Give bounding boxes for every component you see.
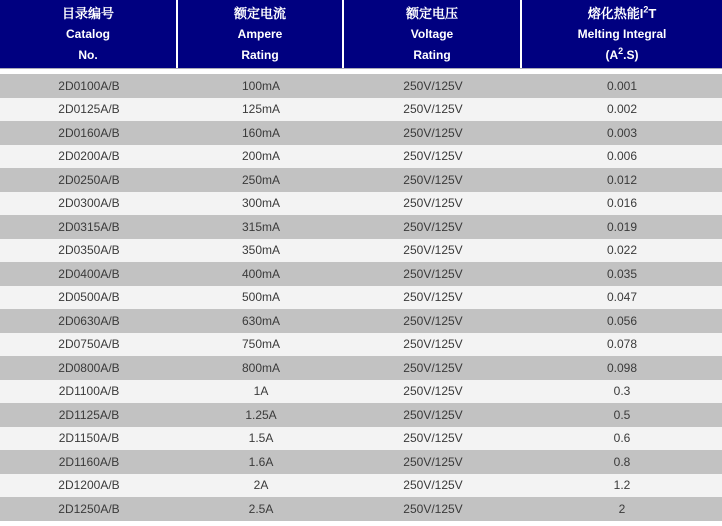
cell-voltage-rating: 250V/125V [403, 337, 463, 352]
cell-catalog-no: 2D1250A/B [58, 501, 120, 516]
cell-ampere-rating: 750mA [241, 337, 281, 352]
header-catalog-no [0, 0, 178, 68]
cell-voltage-rating: 250V/125V [403, 501, 463, 516]
cell-catalog-no: 2D0630A/B [58, 313, 120, 328]
cell-melting-integral: 0.006 [606, 149, 638, 164]
header-voltage-en2: Rating [413, 47, 451, 62]
table-row [0, 450, 722, 474]
cell-voltage-rating: 250V/125V [403, 266, 463, 281]
header-ampere-rating [178, 0, 344, 68]
table-row [0, 192, 722, 216]
cell-voltage-rating: 250V/125V [403, 290, 463, 305]
header-melting-unit: $(A^2.S)$ [605, 45, 639, 62]
cell-melting-integral: 0.022 [606, 243, 638, 258]
cell-catalog-no: 2D0350A/B [58, 243, 120, 258]
cell-catalog-no: 2D1200A/B [58, 478, 120, 493]
header-ampere-en1: Ampere [237, 26, 283, 41]
header-melting-cn: 熔化热能$I^2T$ [587, 4, 657, 21]
header-ampere-cn: 额定电流 [233, 5, 286, 21]
cell-ampere-rating: 1A [253, 384, 269, 399]
cell-melting-integral: 0.5 [613, 407, 631, 422]
cell-catalog-no: 2D0750A/B [58, 337, 120, 352]
cell-catalog-no: 2D1100A/B [58, 384, 120, 399]
cell-ampere-rating: 1.5A [248, 431, 274, 446]
cell-voltage-rating: 250V/125V [403, 102, 463, 117]
cell-voltage-rating: 250V/125V [403, 196, 463, 211]
header-voltage-rating [344, 0, 522, 68]
table-row [0, 262, 722, 286]
cell-ampere-rating: 100mA [241, 78, 281, 93]
cell-ampere-rating: 125mA [241, 102, 281, 117]
table-row [0, 239, 722, 263]
cell-catalog-no: 2D0800A/B [58, 360, 120, 375]
table-row [0, 403, 722, 427]
cell-voltage-rating: 250V/125V [403, 219, 463, 234]
cell-voltage-rating: 250V/125V [403, 360, 463, 375]
cell-ampere-rating: 2A [253, 478, 269, 493]
cell-melting-integral: 0.8 [613, 454, 631, 469]
cell-melting-integral: 0.035 [606, 266, 638, 281]
cell-catalog-no: 2D0500A/B [58, 290, 120, 305]
cell-ampere-rating: 2.5A [248, 501, 274, 516]
cell-voltage-rating: 250V/125V [403, 478, 463, 493]
cell-ampere-rating: 1.25A [245, 407, 277, 422]
cell-ampere-rating: 200mA [241, 149, 281, 164]
cell-ampere-rating: 160mA [241, 125, 281, 140]
cell-catalog-no: 2D0315A/B [58, 219, 120, 234]
cell-catalog-no: 2D0160A/B [58, 125, 120, 140]
cell-catalog-no: 2D1160A/B [58, 454, 120, 469]
cell-melting-integral: 0.012 [606, 172, 638, 187]
cell-catalog-no: 2D0300A/B [58, 196, 120, 211]
cell-melting-integral: 0.6 [613, 431, 631, 446]
cell-catalog-no: 2D0250A/B [58, 172, 120, 187]
cell-melting-integral: 0.047 [606, 290, 638, 305]
table-row [0, 121, 722, 145]
table-row [0, 286, 722, 310]
cell-voltage-rating: 250V/125V [403, 125, 463, 140]
table-row [0, 474, 722, 498]
header-voltage-cn: 额定电压 [405, 5, 458, 21]
table-row [0, 168, 722, 192]
cell-melting-integral: 0.016 [606, 196, 638, 211]
cell-melting-integral: 0.001 [606, 78, 638, 93]
header-melting-integral [522, 0, 722, 68]
cell-catalog-no: 2D0200A/B [58, 149, 120, 164]
header-catalog-cn: 目录编号 [61, 5, 114, 21]
cell-melting-integral: 0.003 [606, 125, 638, 140]
cell-melting-integral: 0.098 [606, 360, 638, 375]
table-header [0, 0, 722, 68]
header-catalog-en1: Catalog [65, 26, 110, 41]
cell-melting-integral: 0.3 [613, 384, 631, 399]
cell-voltage-rating: 250V/125V [403, 313, 463, 328]
cell-ampere-rating: 500mA [241, 290, 281, 305]
cell-melting-integral: 2 [618, 501, 626, 516]
table-row [0, 333, 722, 357]
cell-voltage-rating: 250V/125V [403, 78, 463, 93]
cell-catalog-no: 2D0100A/B [58, 78, 120, 93]
table-row [0, 215, 722, 239]
header-catalog-en2: No. [78, 47, 98, 62]
table-row [0, 309, 722, 333]
table-row [0, 98, 722, 122]
cell-voltage-rating: 250V/125V [403, 384, 463, 399]
cell-catalog-no: 2D1150A/B [58, 431, 120, 446]
cell-ampere-rating: 315mA [241, 219, 281, 234]
table-body [0, 74, 722, 521]
table-row [0, 145, 722, 169]
cell-voltage-rating: 250V/125V [403, 149, 463, 164]
cell-ampere-rating: 250mA [241, 172, 281, 187]
cell-melting-integral: 1.2 [613, 478, 631, 493]
cell-ampere-rating: 800mA [241, 360, 281, 375]
cell-ampere-rating: 630mA [241, 313, 281, 328]
cell-ampere-rating: 1.6A [248, 454, 274, 469]
cell-ampere-rating: 350mA [241, 243, 281, 258]
table-row [0, 74, 722, 98]
cell-voltage-rating: 250V/125V [403, 454, 463, 469]
cell-voltage-rating: 250V/125V [403, 172, 463, 187]
header-melting-en: Melting Integral [577, 26, 667, 41]
cell-melting-integral: 0.078 [606, 337, 638, 352]
cell-ampere-rating: 400mA [241, 266, 281, 281]
cell-catalog-no: 2D1125A/B [58, 407, 120, 422]
cell-voltage-rating: 250V/125V [403, 407, 463, 422]
cell-melting-integral: 0.019 [606, 219, 638, 234]
cell-ampere-rating: 300mA [241, 196, 281, 211]
cell-melting-integral: 0.002 [606, 102, 638, 117]
table-row [0, 497, 722, 521]
cell-voltage-rating: 250V/125V [403, 243, 463, 258]
cell-catalog-no: 2D0400A/B [58, 266, 120, 281]
cell-catalog-no: 2D0125A/B [58, 102, 120, 117]
table-row [0, 356, 722, 380]
table-row [0, 380, 722, 404]
header-ampere-en2: Rating [241, 47, 279, 62]
cell-voltage-rating: 250V/125V [403, 431, 463, 446]
header-voltage-en1: Voltage [410, 26, 454, 41]
cell-melting-integral: 0.056 [606, 313, 638, 328]
table-row [0, 427, 722, 451]
